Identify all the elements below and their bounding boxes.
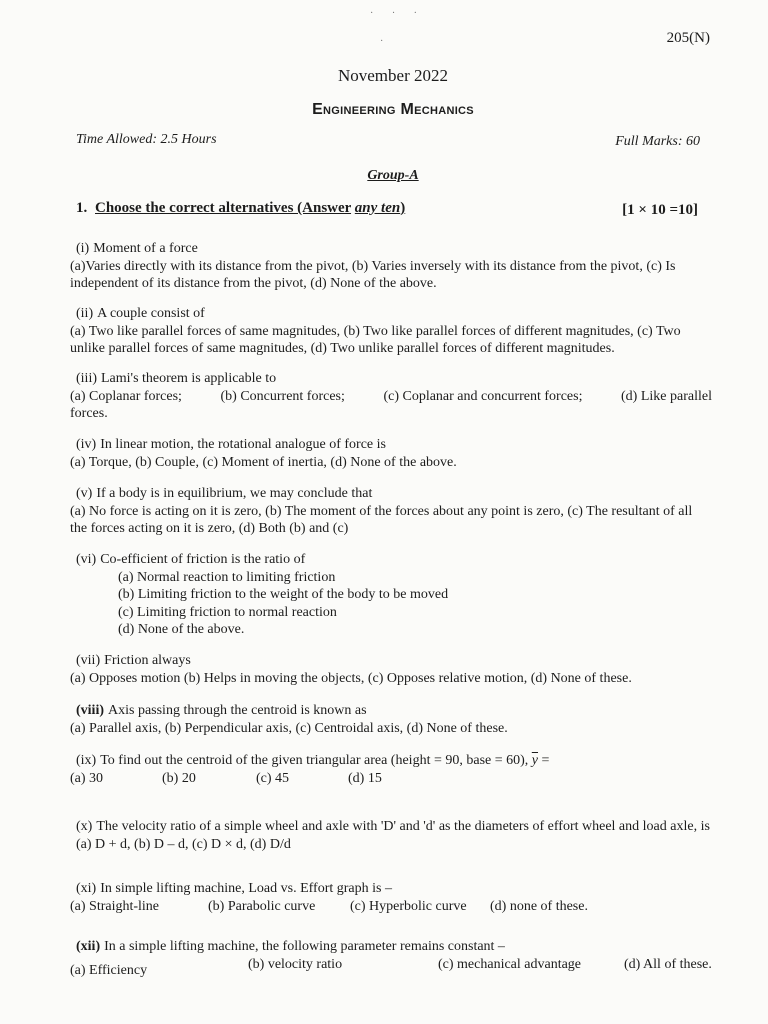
option-d: (d) All of these. (624, 956, 712, 972)
question-4 (70, 436, 712, 471)
section-instruction (76, 200, 405, 217)
options-row (70, 956, 712, 980)
question-label: (vii) (76, 653, 101, 668)
option-c: (c) 45 (256, 770, 290, 786)
option-b: (b) Limiting friction to the weight of the body to be moved (118, 587, 449, 602)
option-a: (a) Efficiency (70, 962, 148, 978)
centroid-symbol: $\overline{y}$ (531, 753, 539, 768)
question-7 (70, 652, 712, 687)
question-text: Lami's theorem is applicable to (101, 371, 277, 386)
group-heading: Group-A (367, 168, 419, 183)
option-d-continued: forces. (70, 406, 108, 421)
question-label: (v) (76, 486, 93, 501)
equals-sign: = (541, 753, 550, 768)
option-d: (d) Like parallel (621, 388, 712, 404)
options-row (70, 898, 712, 916)
option-d: (d) none of these. (490, 898, 588, 914)
question-text: In simple lifting machine, Load vs. Effort graph is – (100, 881, 392, 896)
question-text: Axis passing through the centroid is known as (108, 703, 367, 718)
question-10 (70, 818, 712, 853)
paper-code: 205(N) (666, 30, 710, 46)
question-9 (70, 752, 712, 787)
option-c: (c) mechanical advantage (438, 956, 582, 972)
question-label: (ix) (76, 753, 97, 768)
options-list (70, 569, 712, 639)
section-number: 1. (76, 200, 88, 216)
question-8 (70, 702, 712, 737)
option-a: (a) 30 (70, 770, 104, 786)
question-label: (iii) (76, 371, 97, 386)
options-row (70, 770, 712, 788)
instruction-text: Choose the correct alternatives (Answer (95, 200, 352, 216)
scan-speckle: · (380, 36, 384, 47)
question-text: In linear motion, the rotational analogue of force is (100, 437, 386, 452)
section-marks: [1 × 10 =10] (622, 202, 698, 218)
question-text: Moment of a force (93, 241, 198, 256)
full-marks: Full Marks: 60 (615, 134, 700, 149)
option-b: (b) velocity ratio (248, 956, 343, 972)
question-label: (vi) (76, 552, 97, 567)
question-6 (70, 551, 712, 639)
question-label: (x) (76, 819, 93, 834)
question-options: (a) Two like parallel forces of same magnitudes, (b) Two like parallel forces of different magnitudes, (c) Two unlike parallel forces of same magnitudes, (d) Two unlike parallel forces of different magnitudes. (70, 323, 681, 356)
question-11 (70, 880, 712, 915)
question-label: (viii) (76, 703, 104, 718)
question-text: To find out the centroid of the given triangular area (height = 90, base = 60), (100, 753, 529, 768)
question-12 (70, 938, 712, 979)
question-text: Co-efficient of friction is the ratio of (100, 552, 306, 567)
question-text: If a body is in equilibrium, we may conclude that (96, 486, 373, 501)
instruction-any: any ten (354, 200, 401, 216)
question-label: (xii) (76, 939, 101, 954)
question-options: (a) Torque, (b) Couple, (c) Moment of inertia, (d) None of the above. (70, 454, 457, 470)
question-options: (a) Parallel axis, (b) Perpendicular axis, (c) Centroidal axis, (d) None of these. (70, 720, 508, 736)
option-a: (a) Straight-line (70, 898, 160, 914)
option-b: (b) 20 (162, 770, 196, 786)
time-allowed: Time Allowed: 2.5 Hours (76, 132, 217, 147)
option-c: (c) Hyperbolic curve (350, 898, 467, 914)
option-a: (a) Coplanar forces; (70, 388, 182, 404)
question-label: (ii) (76, 306, 94, 321)
question-options: (a) No force is acting on it is zero, (b) The moment of the forces about any point is zero, (c) The resultant of all the forces acting on it is zero, (d) Both (b) and (c) (70, 503, 693, 536)
option-b: (b) Parabolic curve (208, 898, 316, 914)
question-text: A couple consist of (97, 306, 205, 321)
option-c: (c) Limiting friction to normal reaction (118, 604, 337, 620)
option-d: (d) 15 (348, 770, 382, 786)
option-b: (b) Concurrent forces; (220, 388, 345, 404)
option-d: (d) None of the above. (118, 622, 245, 637)
question-options: (a)Varies directly with its distance from the pivot, (b) Varies inversely with its distance from the pivot, (c) Is independent of its distance from the pivot, (d) None of the above. (70, 258, 676, 291)
question-3 (70, 370, 712, 423)
question-5 (70, 485, 712, 538)
option-c: (c) Coplanar and concurrent forces; (383, 388, 583, 404)
question-text: The velocity ratio of a simple wheel and axle with 'D' and 'd' as the diameters of effort wheel and load axle, is (a) D + d, (b) D – d, (c) D × d, (d) D/d (76, 819, 710, 852)
question-options: (a) Opposes motion (b) Helps in moving the objects, (c) Opposes relative motion, (d) None of these. (70, 670, 632, 686)
question-text: In a simple lifting machine, the following parameter remains constant – (104, 939, 505, 954)
question-2 (70, 305, 712, 358)
question-1 (70, 240, 712, 293)
exam-month: November 2022 (337, 66, 448, 85)
option-a: (a) Normal reaction to limiting friction (118, 569, 336, 585)
instruction-close: ) (400, 200, 406, 216)
scan-speckle: · · · (370, 8, 425, 19)
options-row (70, 388, 712, 406)
question-label: (xi) (76, 881, 97, 896)
subject-title: Engineering Mechanics (312, 101, 474, 118)
question-label: (i) (76, 241, 90, 256)
question-text: Friction always (104, 653, 191, 668)
question-label: (iv) (76, 437, 97, 452)
